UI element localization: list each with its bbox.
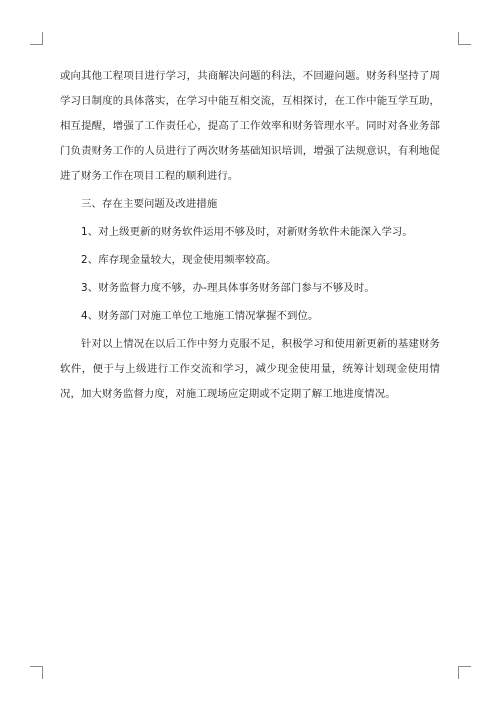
crop-mark-top-left <box>30 32 43 45</box>
list-item: 2、库存现金量较大，现金使用频率较高。 <box>81 254 277 266</box>
crop-mark-bottom-right <box>458 666 471 679</box>
list-item: 1、对上级更新的财务软件运用不够及时，对新财务软件未能深入学习。 <box>81 226 413 238</box>
paragraph-summary: 针对以上情况在以后工作中努力克服不足，积极学习和使用新更新的基建财务软件，便于与上级进行工作交流和学习，减少现金使用量，统筹计划现金使用情况，加大财务监督力度，对施工现场应定期或不定期了解工地进度情况。 <box>60 338 440 400</box>
crop-mark-top-right <box>458 32 471 45</box>
list-item: 3、财务监督力度不够，办-理具体事务财务部门参与不够及时。 <box>81 282 375 294</box>
crop-mark-bottom-left <box>30 666 43 679</box>
list-item: 4、财务部门对施工单位工地施工情况掌握不到位。 <box>81 310 319 322</box>
document-body <box>60 64 440 410</box>
paragraph-continuation: 或向其他工程项目进行学习，共商解决问题的科法，不回避问题。财务科坚持了周学习日制度的具体落实，在学习中能互相交流，互相探讨，在工作中能互学互助，相互提醒，增强了工作责任心，提高了工作效率和财务管理水平。同时对各业务部门负责财务工作的人员进行了两次财务基础知识培训，增强了法规意识，有利地促进了财务工作在项目工程的顺利进行。 <box>60 70 440 182</box>
section-heading: 三、存在主要问题及改进措施 <box>81 198 218 210</box>
